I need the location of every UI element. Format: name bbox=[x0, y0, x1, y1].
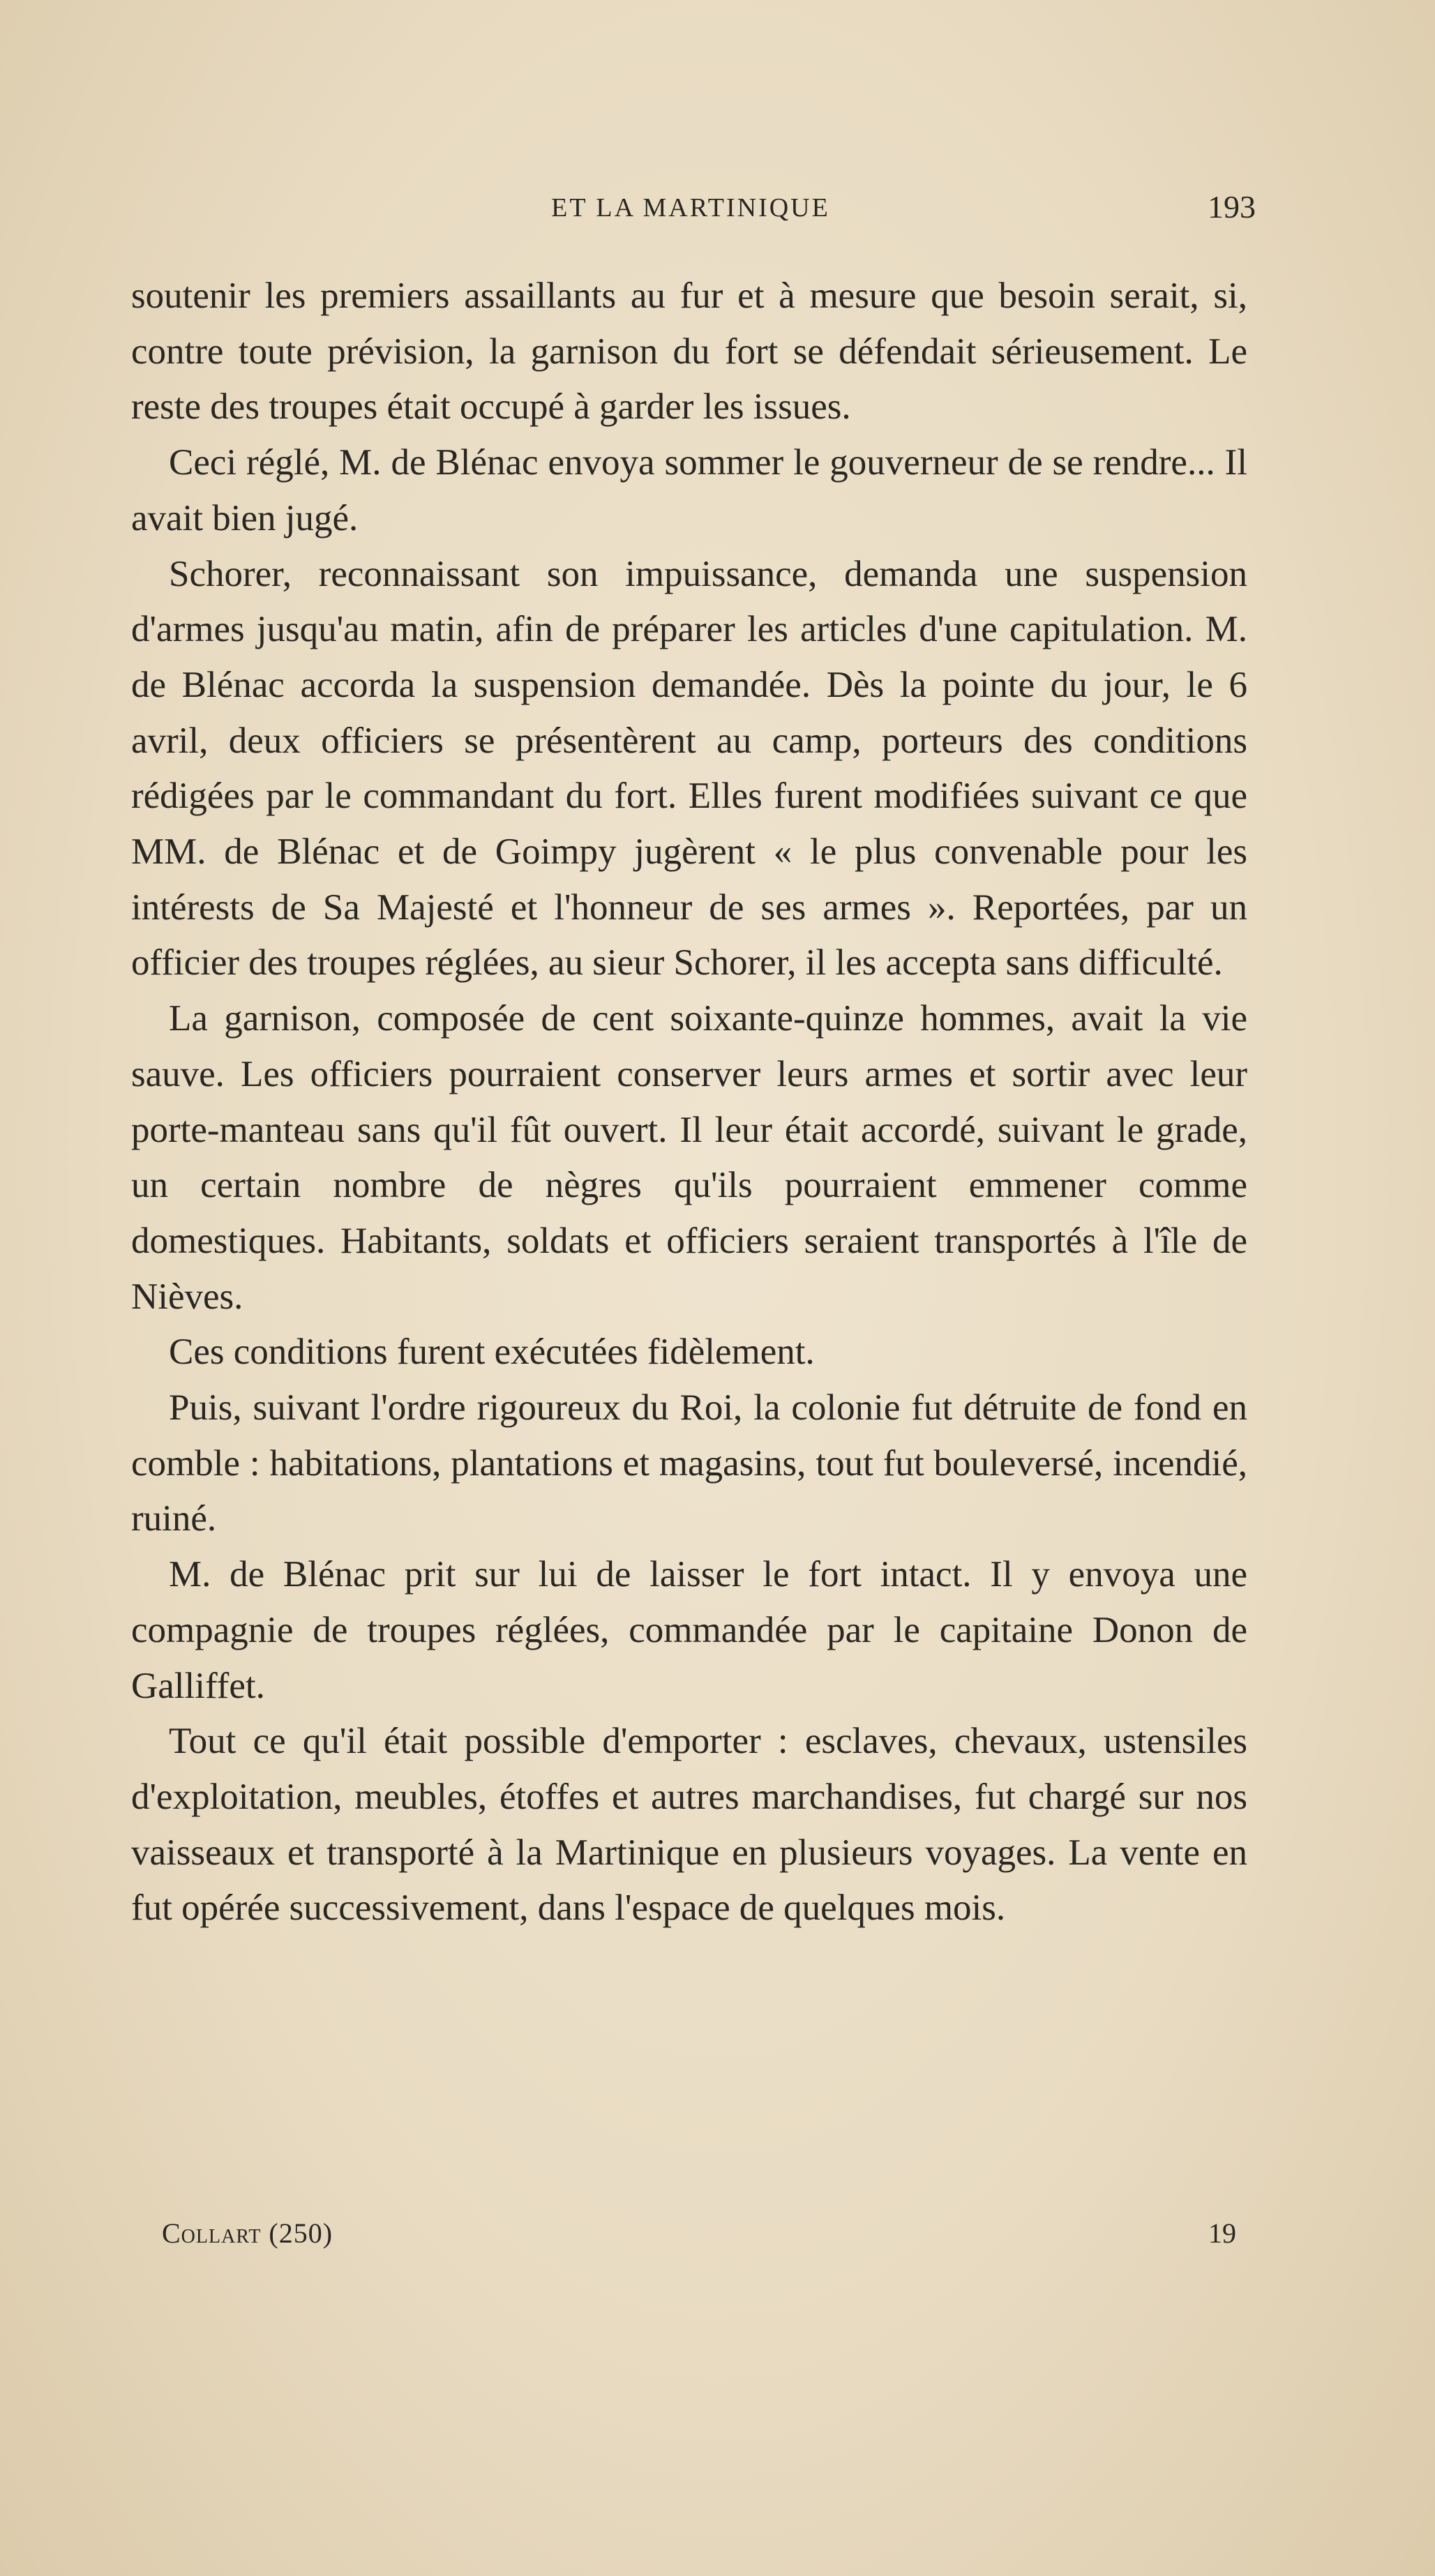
page-header bbox=[126, 188, 1256, 230]
printer-signature: Collart (250) bbox=[162, 2217, 333, 2249]
paragraph-3: Schorer, reconnaissant son impuissance, demanda une suspension d'armes jusqu'au matin, afin de préparer les articles d'une capitulation. M. de Blénac accorda la suspension demandée. Dès la pointe du jour, le 6 avril, deux officiers se présentèrent au camp, porteurs des conditions rédigées par le commandant du fort. Elles furent modifiées suivant ce que MM. de Blénac et de Goimpy jugèrent « le plus convenable pour les intérests de Sa Majesté et l'honneur de ses armes ». Reportées, par un officier des troupes réglées, au sieur Schorer, il les accepta sans difficulté. bbox=[131, 553, 1247, 984]
sheet-number: 19 bbox=[1208, 2217, 1236, 2249]
paragraph-6: Puis, suivant l'ordre rigoureux du Roi, la colonie fut détruite de fond en comble : habitations, plantations et magasins, tout fut bouleversé, incendié, ruiné. bbox=[131, 1387, 1247, 1539]
body-text bbox=[131, 269, 1247, 1936]
paragraph-5: Ces conditions furent exécutées fidèlement. bbox=[169, 1332, 815, 1373]
page-number: 193 bbox=[1208, 189, 1256, 225]
running-title: ET LA MARTINIQUE bbox=[551, 193, 830, 223]
paragraph-4: La garnison, composée de cent soixante-quinze hommes, avait la vie sauve. Les officiers pourraient conserver leurs armes et sortir avec leur porte-manteau sans qu'il fût ouvert. Il leur était accordé, suivant le grade, un certain nombre de nègres qu'ils pourraient emmener comme domestiques. Habitants, soldats et officiers seraient transportés à l'île de Nièves. bbox=[131, 998, 1247, 1317]
paragraph-2: Ceci réglé, M. de Blénac envoya sommer le gouverneur de se rendre... Il avait bien jugé. bbox=[131, 442, 1247, 538]
paragraph-1: soutenir les premiers assaillants au fur et à mesure que besoin serait, si, contre toute prévision, la garnison du fort se défendait sérieusement. Le reste des troupes était occupé à garder les issues. bbox=[131, 276, 1247, 428]
paragraph-7: M. de Blénac prit sur lui de laisser le fort intact. Il y envoya une compagnie de troupes réglées, commandée par le capitaine Donon de Galliffet. bbox=[131, 1554, 1247, 1706]
paragraph-8: Tout ce qu'il était possible d'emporter : esclaves, chevaux, ustensiles d'exploitation, meubles, étoffes et autres marchandises, fut chargé sur nos vaisseaux et transporté à la Martinique en plusieurs voyages. La vente en fut opérée successivement, dans l'espace de quelques mois. bbox=[131, 1721, 1247, 1929]
page-footer bbox=[162, 2217, 1236, 2259]
